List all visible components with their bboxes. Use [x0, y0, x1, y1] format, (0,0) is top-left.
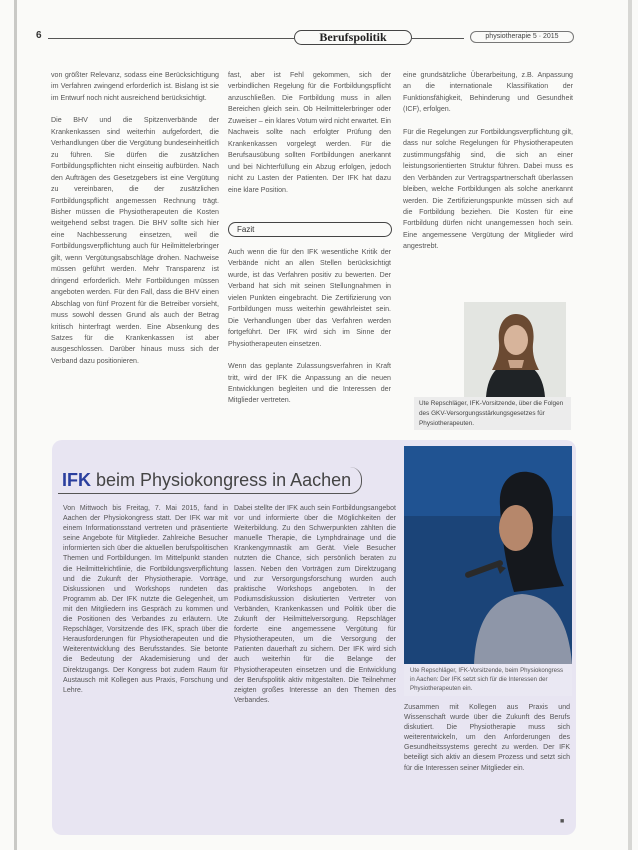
issue-label: physiotherapie 5 · 2015: [470, 31, 574, 43]
speaker-illustration: [404, 446, 572, 664]
portrait-illustration: [464, 302, 566, 397]
box-headline-brand: IFK: [62, 470, 91, 490]
article-column-1: [51, 70, 219, 367]
box-column-2: [234, 504, 396, 706]
paragraph: Auch wenn die für den IFK wesentliche Kritik der Verbände nicht an allen Stellen berücksichtigt wurde, ist das Verfahren positiv zu bewerten. Der Verband hat sich mit seinen Stellungnahmen in vielen Punkten eingebracht. Die Zertifizierung von Fortbildungen muss weiterhin gewährleistet sein. Die Verhandlungen über das Verfahren werden fortgeführt. Der IFK wird sich im Sinne der Physiotherapeuten einsetzen.: [228, 248, 391, 348]
box-column-1: [63, 504, 228, 696]
photo-caption: Ute Repschläger, IFK-Vorsitzende, über die Folgen des GKV-Versorgungsstärkungsgesetzes für Physiotherapeuten.: [414, 397, 571, 430]
paragraph: eine grundsätzliche Überarbeitung, z.B. Anpassung an die internationale Klassifikation der Funktionsfähigkeit, Behinderung und Gesundheit (ICF), erfolgen.: [403, 71, 573, 114]
portrait-photo: [464, 302, 566, 397]
paragraph: Wenn das geplante Zulassungsverfahren in Kraft tritt, wird der IFK die Anpassung an die neuen Entwicklungen begleiten und die Interessen der Mitglieder vertreten.: [228, 362, 391, 405]
paragraph: von größter Relevanz, sodass eine Berücksichtigung im Verfahren zwingend erforderlich ist. Bislang ist sie im Entwurf noch nicht ausreichend berücksichtigt.: [51, 71, 219, 102]
end-mark: ■: [560, 818, 565, 825]
paragraph: fast, aber ist Fehl gekommen, sich der verbindlichen Regelung für die Fortbildungspflicht anzuschließen. Die Fortbildung muss in allen Bereichen gleich sein. Ob Heilmittelerbringer oder Zuweiser – ein klares Votum wird nicht erwartet. Ein Nachweis sollte nach erfolgter Prüfung den Krankenkassen vorgelegt werden. Für die Berufsausübung sollten Fortbildungen anerkannt und bei Nichterfüllung ein Abzug erfolgen, jedoch nicht zu Lasten der Patienten. Der IFK hat dazu eine klare Position.: [228, 71, 391, 194]
paragraph: Die BHV und die Spitzenverbände der Krankenkassen sind weiterhin aufgefordert, die Verhandlungen über die Vergütung bundeseinheitlich zu führen. Sie dürfen die zusätzlichen Fortbildungspflichten nicht einseitig aufbürden. Nach den Aufträgen des Gesetzgebers ist eine Vergütung zu vereinbaren, die der zusätzlichen Fortbildungspflicht angemessen Rechnung trägt. Bisher müssen die Physiotherapeuten die Kosten weitgehend selbst tragen. Die BHV sollte sich hier eine Nachbesserung einsetzen, weil die Fortbildungsverpflichtung auch für Heilmittelerbringer gilt, wenn Vergütungsabschläge drohen. Nachweise müssen geführt werden. Mehr Transparenz ist dringend erforderlich. Mehr Fortbildungen müssen angeboten werden. Für den Fall, dass die BHV einen Abschlag von fünf Prozent für die Betreiber vorsieht, muss sowohl dessen Grund als auch der Betrag kritisch hinterfragt werden. Eine Absenkung des Satzes für die Krankenkassen ist aber ausgeschlossen. Darüber hinaus muss sich der Verband dazu positionieren.: [51, 116, 219, 365]
box-column-3: [404, 703, 570, 774]
paragraph: Für die Regelungen zur Fortbildungsverpflichtung gilt, dass nur solche Regelungen für Physiotherapeuten zustimmungsfähig sind, die sich an einer leistungsorientierten Struktur führen. Dabei muss es den Verbänden zur Vertragspartnerschaft überlassen bleiben, welche Fortbildungen als solche anerkannt werden. Die Zertifizierungspunkte müssen sich auf die Fortbildung beziehen. Die Kosten für eine Fortbildung dürfen nicht unangemessen hoch sein. Eine angemessene Vergütung der Mitglieder wird angestrebt.: [403, 127, 573, 251]
article-column-3: [403, 70, 573, 253]
subheading-fazit: Fazit: [228, 222, 392, 237]
header-rule: [48, 38, 294, 39]
paragraph: Von Mittwoch bis Freitag, 7. Mai 2015, fand in Aachen der Physiokongress statt. Der IFK war mit einem Informationsstand vertreten und präsentierte seine Angebote für Mitglieder. Zahlreiche Besucher informierten sich über die aktuellen berufspolitischen Themen und Fortbildungen. Im Mittelpunkt standen die Heilmittelrichtlinie, die Fortbildungsverpflichtung und die Zukunft der Physiotherapie. Vorträge, Diskussionen und Workshops rundeten das Programm ab. Der IFK nutzte die Gelegenheit, um mit den Mitgliedern ins Gespräch zu kommen und die Positionen des Verbandes zu erläutern. Ute Repschläger, Vorsitzende des IFK, sprach über die Herausforderungen für Physiotherapeuten und die Weiterentwicklung des Berufsstandes. Sie betonte die Bedeutung der Akademisierung und der Direktzugangs. Der Kongress bot zudem Raum für Austausch mit Kollegen aus Praxis, Forschung und Lehre.: [63, 505, 228, 694]
box-headline-text: beim Physiokongress in Aachen: [91, 470, 352, 490]
section-title: Berufspolitik: [294, 30, 412, 45]
page-edge: [628, 0, 632, 850]
box-headline: [58, 467, 362, 494]
article-column-2-continued: [228, 247, 391, 407]
paragraph: Zusammen mit Kollegen aus Praxis und Wissenschaft wurde über die Zukunft des Berufs diskutiert. Die Physiotherapie muss sich weiterentwickeln, um den Anforderungen des Gesundheitssystems gerecht zu werden. Der IFK beteiligt sich aktiv an diesem Prozess und setzt sich für die Interessen seiner Mitglieder ein.: [404, 704, 570, 772]
event-photo: [404, 446, 572, 664]
page-header: [36, 30, 574, 46]
page-number: 6: [36, 30, 42, 41]
page-fold-shadow: [14, 0, 17, 850]
paragraph: Dabei stellte der IFK auch sein Fortbildungsangebot vor und informierte über die Möglichkeiten der Weiterbildung. Zu den Schwerpunkten zählten die manuelle Therapie, die Lymphdrainage und die Krankengymnastik am Gerät. Viele Besucher nutzten die Chance, sich persönlich beraten zu lassen. Neben den Vorträgen zum Direktzugang und zur Versorgungsforschung wurden auch praktische Workshops angeboten. In der Podiumsdiskussion diskutierten Vertreter von Verbänden, Krankenkassen und Politik über die Zukunft der Heilmittelversorgung. Repschläger forderte eine angemessene Vergütung für Physiotherapeuten, um die Versorgung der Patienten dauerhaft zu sichern. Der IFK wird sich auch weiterhin für die Belange der Physiotherapeuten einsetzen und die Entwicklung der Berufspolitik aktiv mitgestalten. Die Teilnehmer zeigten großes Interesse an den Themen des Verbandes.: [234, 505, 396, 704]
photo-caption: Ute Repschläger, IFK-Vorsitzende, beim Physiokongress in Aachen: Der IFK setzt sich für die Interessen der Physiotherapeuten ein.: [404, 664, 572, 696]
header-rule: [412, 38, 464, 39]
article-column-2: [228, 70, 391, 196]
